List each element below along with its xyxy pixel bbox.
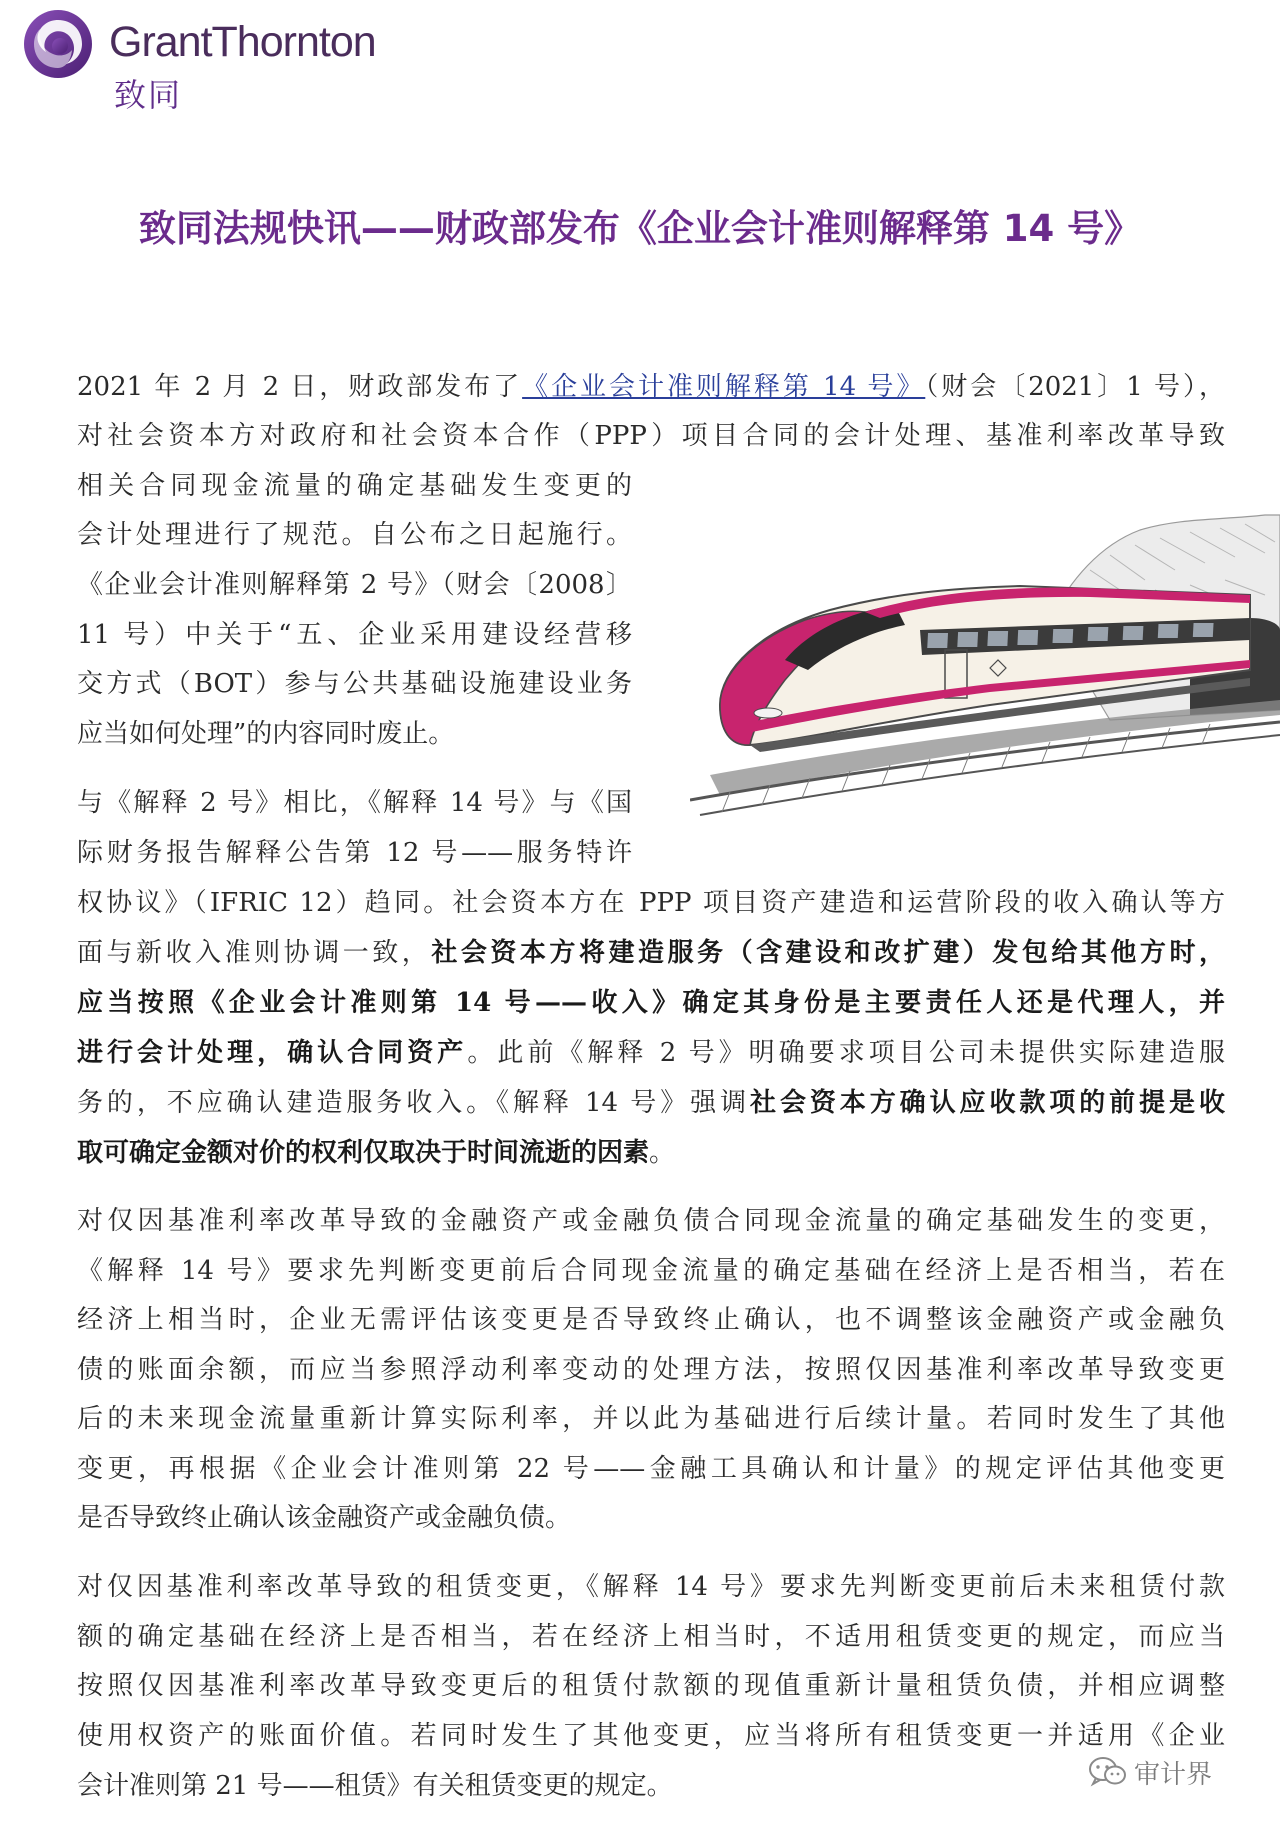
paragraph-2-line-7 [77, 1086, 1225, 1120]
paragraph-4-line-2: 额的确定基础在经济上是否相当，若在经济上相当时，不适用租赁变更的规定，而应当 [77, 1622, 1225, 1652]
paragraph-1-line-3: 相关合同现金流量的确定基础发生变更的 [77, 471, 632, 501]
paragraph-4-line-3: 按照仅因基准利率改革导致变更后的租赁付款额的现值重新计量租赁负债，并相应调整 [77, 1671, 1225, 1701]
paragraph-2-line-5 [77, 986, 1225, 1020]
brand-wordmark: GrantThornton [109, 18, 376, 66]
text-segment: 。 [649, 1138, 676, 1168]
paragraph-3-line-3: 经济上相当时，企业无需评估该变更是否导致终止确认，也不调整该金融资产或金融负 [77, 1305, 1225, 1335]
paragraph-4-line-4: 使用权资产的账面价值。若同时发生了其他变更，应当将所有租赁变更一并适用《企业 [77, 1721, 1225, 1751]
grant-thornton-mark-icon [22, 8, 94, 80]
paragraph-1-line-6: 11 号）中关于“五、企业采用建设经营移 [77, 620, 632, 650]
emphasis-text: 应当按照《企业会计准则第 14 号——收入》确定其身份是主要责任人还是代理人，并 [77, 988, 1225, 1018]
text-segment: 。此前《解释 2 号》明确要求项目公司未提供实际建造服 [467, 1038, 1225, 1068]
paragraph-3-line-1: 对仅因基准利率改革导致的金融资产或金融负债合同现金流量的确定基础发生的变更， [77, 1206, 1225, 1236]
emphasis-text: 取可确定金额对价的权利仅取决于时间流逝的因素 [77, 1138, 650, 1168]
emphasis-text: 进行会计处理，确认合同资产 [77, 1038, 468, 1068]
paragraph-1-line-7: 交方式（BOT）参与公共基础设施建设业务 [77, 669, 632, 699]
paragraph-1-line-8: 应当如何处理”的内容同时废止。 [77, 719, 455, 749]
emphasis-text: 社会资本方将建造服务（含建设和改扩建）发包给其他方时， [431, 938, 1225, 968]
text-segment: 2021 年 2 月 2 日，财政部发布了 [77, 372, 523, 402]
high-speed-train-illustration [690, 500, 1280, 830]
paragraph-2-line-8 [77, 1136, 1225, 1170]
text-segment: 面与新收入准则协调一致， [77, 938, 432, 968]
paragraph-3-line-4: 债的账面余额，而应当参照浮动利率变动的处理方法，按照仅因基准利率改革导致变更 [77, 1355, 1225, 1385]
paragraph-2-line-4 [77, 936, 1225, 970]
paragraph-2-line-1: 与《解释 2 号》相比，《解释 14 号》与《国 [77, 788, 632, 818]
wechat-icon [1088, 1755, 1128, 1789]
grant-thornton-logo [22, 8, 442, 118]
paragraph-3-line-7: 是否导致终止确认该金融资产或金融负债。 [77, 1503, 572, 1533]
text-segment: 务的，不应确认建造服务收入。《解释 14 号》强调 [77, 1088, 751, 1118]
paragraph-3-line-5: 后的未来现金流量重新计算实际利率，并以此为基础进行后续计量。若同时发生了其他 [77, 1404, 1225, 1434]
paragraph-2-line-6 [77, 1036, 1225, 1070]
brand-chinese-name: 致同 [114, 76, 183, 114]
text-segment: （财会〔2021〕1 号）， [925, 372, 1225, 402]
emphasis-text: 社会资本方确认应收款项的前提是收 [750, 1088, 1225, 1118]
interpretation-14-link[interactable]: 《企业会计准则解释第 14 号》 [522, 372, 926, 402]
paragraph-1-line-5: 《企业会计准则解释第 2 号》（财会〔2008〕 [77, 570, 632, 600]
paragraph-2-line-3: 权协议》（IFRIC 12）趋同。社会资本方在 PPP 项目资产建造和运营阶段的收入确认等方 [77, 888, 1225, 918]
paragraph-4-line-1: 对仅因基准利率改革导致的租赁变更，《解释 14 号》要求先判断变更前后未来租赁付款 [77, 1572, 1225, 1602]
paragraph-1-line-4: 会计处理进行了规范。自公布之日起施行。 [77, 520, 632, 550]
paragraph-4-line-5: 会计准则第 21 号——租赁》有关租赁变更的规定。 [77, 1771, 673, 1801]
watermark-text: 审计界 [1134, 1759, 1213, 1790]
wechat-watermark [1088, 1752, 1212, 1792]
page-title: 致同法规快讯——财政部发布《企业会计准则解释第 14 号》 [138, 207, 1142, 250]
paragraph-3-line-6: 变更，再根据《企业会计准则第 22 号——金融工具确认和计量》的规定评估其他变更 [77, 1454, 1225, 1484]
paragraph-2-line-2: 际财务报告解释公告第 12 号——服务特许 [77, 838, 632, 868]
paragraph-1-line-2: 对社会资本方对政府和社会资本合作（PPP）项目合同的会计处理、基准利率改革导致 [77, 421, 1225, 451]
paragraph-1-line-1 [77, 370, 1225, 404]
paragraph-3-line-2: 《解释 14 号》要求先判断变更前后合同现金流量的确定基础在经济上是否相当，若在 [77, 1256, 1225, 1286]
